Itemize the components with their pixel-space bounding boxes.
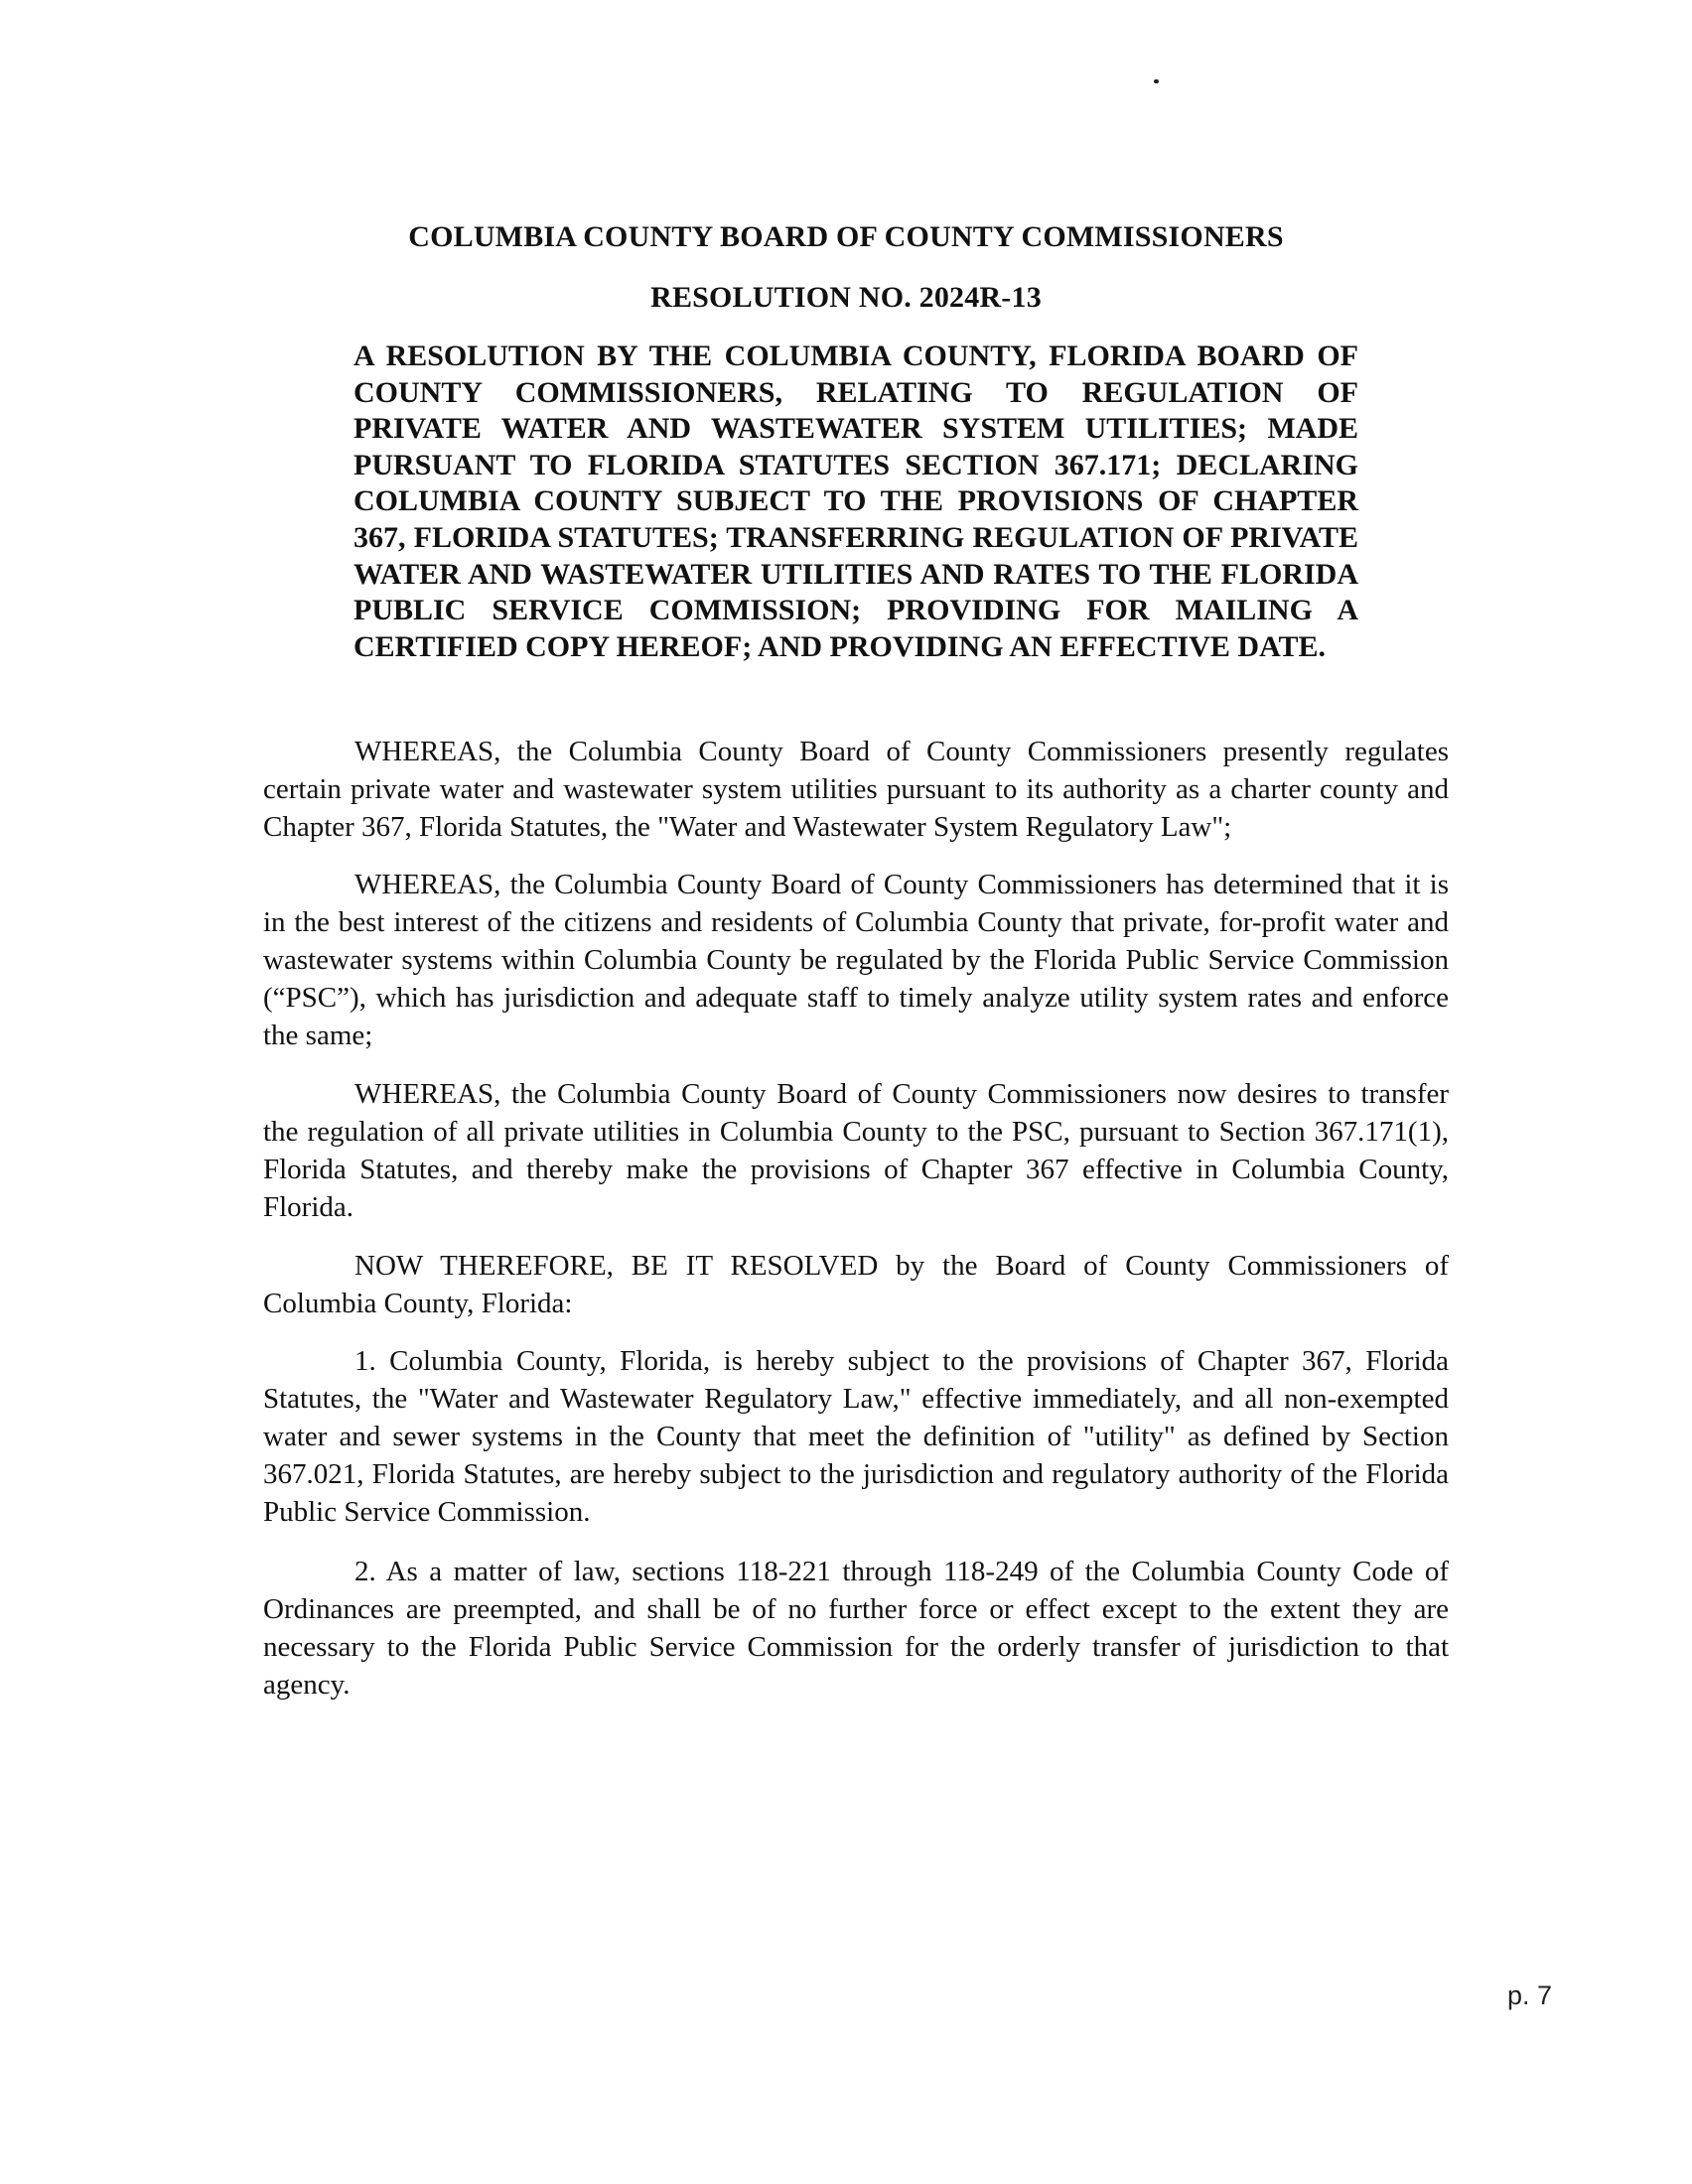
- paragraph-text: 2. As a matter of law, sections 118-221 through 118-249 of the Columbia County Code of Ordinances are preempted, and shall be of no further force or effect except to the extent they are necessary to the Florida Public Service Commission for the orderly transfer of jurisdiction to that agency.: [263, 1556, 1449, 1701]
- paragraph-text: WHEREAS, the Columbia County Board of County Commissioners has determined that it is in the best interest of the citizens and residents of Columbia County that private, for-profit water and wastewater systems within Columbia County be regulated by the Florida Public Service Commission (“PSC”), which has jurisdiction and adequate staff to timely analyze utility system rates and enforce the same;: [263, 869, 1449, 1051]
- whereas-paragraph-2: [263, 866, 1449, 1054]
- page-number: p. 7: [1507, 1980, 1553, 2010]
- resolution-number-heading: RESOLUTION NO. 2024R-13: [650, 281, 1042, 314]
- paragraph-text: NOW THEREFORE, BE IT RESOLVED by the Board of County Commissioners of Columbia County, Florida:: [263, 1250, 1449, 1319]
- resolved-paragraph: [263, 1247, 1449, 1322]
- board-name-heading: COLUMBIA COUNTY BOARD OF COUNTY COMMISSIONERS: [408, 220, 1284, 253]
- paragraph-text: WHEREAS, the Columbia County Board of County Commissioners now desires to transfer the regulation of all private utilities in Columbia County to the PSC, pursuant to Section 367.171(1), Florida Statutes, and thereby make the provisions of Chapter 367 effective in Columbia County, Florida.: [263, 1078, 1449, 1223]
- paragraph-text: 1. Columbia County, Florida, is hereby subject to the provisions of Chapter 367, Florida Statutes, the "Water and Wastewater Regulatory Law," effective immediately, and all non-exempted water and sewer systems in the County that meet the definition of "utility" as defined by Section 367.021, Florida Statutes, are hereby subject to the jurisdiction and regulatory authority of the Florida Public Service Commission.: [263, 1345, 1449, 1528]
- paragraph-text: WHEREAS, the Columbia County Board of County Commissioners presently regulates certain private water and wastewater system utilities pursuant to its authority as a charter county and Chapter 367, Florida Statutes, the "Water and Wastewater System Regulatory Law";: [263, 736, 1449, 843]
- resolution-title: A RESOLUTION BY THE COLUMBIA COUNTY, FLORIDA BOARD OF COUNTY COMMISSIONERS, RELATING TO REGULATION OF PRIVATE WATER AND WASTEWATER SYSTEM UTILITIES; MADE PURSUANT TO FLORIDA STATUTES SECTION 367.171; DECLARING COLUMBIA COUNTY SUBJECT TO THE PROVISIONS OF CHAPTER 367, FLORIDA STATUTES; TRANSFERRING REGULATION OF PRIVATE WATER AND WASTEWATER UTILITIES AND RATES TO THE FLORIDA PUBLIC SERVICE COMMISSION; PROVIDING FOR MAILING A CERTIFIED COPY HEREOF; AND PROVIDING AN EFFECTIVE DATE.: [353, 340, 1358, 663]
- whereas-paragraph-1: [263, 733, 1449, 846]
- whereas-paragraph-3: [263, 1075, 1449, 1226]
- section-1-paragraph: [263, 1342, 1449, 1531]
- section-2-paragraph: [263, 1553, 1449, 1704]
- scan-speck: [1154, 79, 1159, 83]
